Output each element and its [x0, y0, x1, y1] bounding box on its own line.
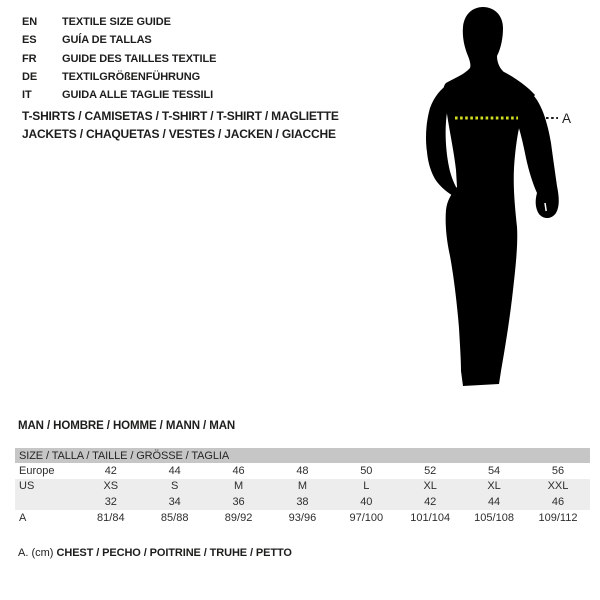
- size-cell: L: [363, 480, 370, 493]
- table-header-row: [15, 448, 590, 463]
- table-row: [15, 494, 590, 510]
- size-cell: 34: [168, 495, 181, 508]
- size-cell: 32: [104, 495, 117, 508]
- size-cell: 40: [360, 495, 373, 508]
- category-line-tshirts: T-SHIRTS / CAMISETAS / T-SHIRT / T-SHIRT / MAGLIETTE: [22, 109, 339, 123]
- size-cell: 46: [232, 464, 245, 477]
- language-title: TEXTILGRÖßENFÜHRUNG: [62, 70, 201, 83]
- measure-footnote: [18, 547, 292, 559]
- size-cell: XXL: [547, 480, 569, 493]
- measure-label-a: A: [562, 111, 572, 126]
- size-cell: 109/112: [538, 511, 578, 524]
- size-cell: 50: [360, 464, 373, 477]
- table-row: [15, 479, 590, 495]
- size-cell: 42: [104, 464, 117, 477]
- language-code: EN: [22, 16, 38, 28]
- language-title: GUÍA DE TALLAS: [62, 34, 152, 47]
- size-cell: 44: [168, 464, 181, 477]
- size-cell: XS: [103, 480, 119, 493]
- row-label: A: [19, 511, 27, 524]
- language-title: GUIDA ALLE TAGLIE TESSILI: [62, 89, 214, 102]
- language-code: ES: [22, 34, 37, 47]
- language-title: GUIDE DES TAILLES TEXTILE: [62, 52, 217, 65]
- size-cell: 105/108: [474, 511, 514, 524]
- size-cell: 52: [424, 464, 437, 477]
- footnote-prefix: A. (cm): [18, 547, 57, 559]
- size-cell: 36: [232, 495, 245, 508]
- row-label: Europe: [19, 464, 55, 477]
- section-title: MAN / HOMBRE / HOMME / MANN / MAN: [18, 420, 236, 432]
- size-cell: 38: [296, 495, 309, 508]
- size-cell: M: [297, 480, 308, 493]
- row-label: US: [19, 480, 35, 493]
- size-cell: 54: [487, 464, 501, 477]
- size-cell: S: [171, 480, 179, 493]
- size-cell: 44: [487, 495, 501, 508]
- size-cell: 56: [551, 464, 565, 477]
- language-code: FR: [22, 52, 37, 65]
- language-code: IT: [22, 89, 32, 102]
- language-code: DE: [22, 70, 38, 83]
- row-label: [15, 494, 79, 510]
- size-cell: XL: [487, 480, 501, 493]
- size-cell: 48: [296, 464, 309, 477]
- table-row: [15, 463, 590, 479]
- size-cell: 97/100: [349, 511, 384, 524]
- size-cell: 81/84: [97, 511, 125, 524]
- size-cell: XL: [423, 480, 437, 493]
- table-row: [15, 510, 590, 526]
- size-cell: M: [233, 480, 244, 493]
- table-header: SIZE / TALLA / TAILLE / GRÖSSE / TAGLIA: [15, 448, 590, 463]
- footnote-text: CHEST / PECHO / POITRINE / TRUHE / PETTO: [56, 547, 292, 559]
- language-title: TEXTILE SIZE GUIDE: [62, 16, 171, 28]
- size-cell: 46: [551, 495, 565, 508]
- size-cell: 85/88: [160, 511, 189, 524]
- size-cell: 93/96: [288, 511, 317, 524]
- size-cell: 42: [424, 495, 437, 508]
- size-cell: 101/104: [410, 511, 451, 524]
- size-cell: 89/92: [224, 511, 253, 524]
- size-table: [15, 448, 590, 525]
- category-line-jackets: JACKETS / CHAQUETAS / VESTES / JACKEN / GIACCHE: [22, 127, 336, 141]
